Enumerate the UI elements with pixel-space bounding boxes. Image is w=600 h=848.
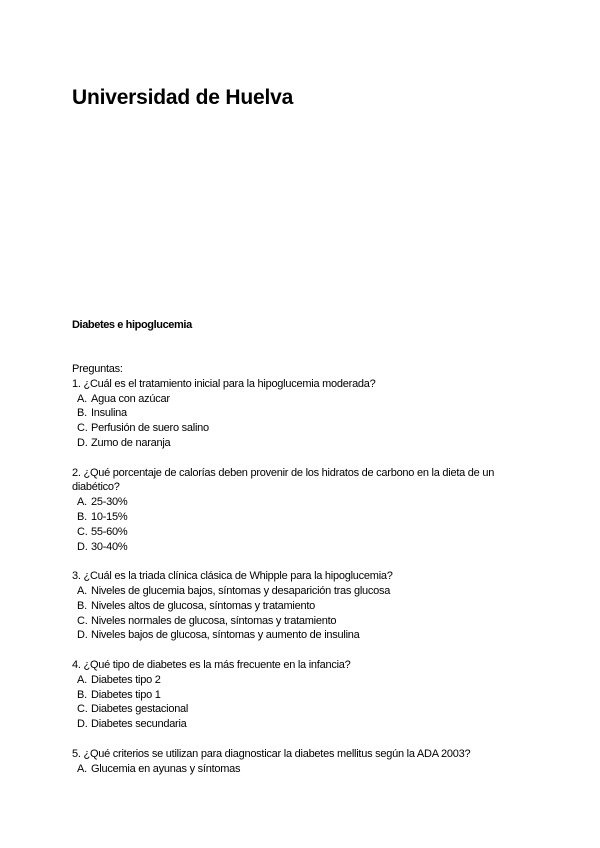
answer-option [72, 525, 532, 540]
section-title: Diabetes e hipoglucemia [72, 319, 192, 331]
question-text: 4. ¿Qué tipo de diabetes es la más frecuente en la infancia? [72, 658, 351, 671]
option-text: Perfusión de suero salino [91, 422, 209, 435]
question-list [72, 377, 532, 777]
answer-option [72, 540, 532, 555]
option-letter: C. [77, 525, 88, 538]
answer-options [72, 673, 532, 732]
option-text: Diabetes tipo 2 [91, 673, 161, 686]
answer-options [72, 584, 532, 643]
option-text: Niveles de glucemia bajos, síntomas y desaparición tras glucosa [91, 584, 391, 597]
option-text: Diabetes tipo 1 [91, 688, 161, 701]
answer-option [72, 584, 532, 599]
option-letter: D. [77, 629, 88, 642]
option-letter: A. [77, 584, 87, 597]
answer-option [72, 495, 532, 510]
answer-option [72, 717, 532, 732]
question-text: 2. ¿Qué porcentaje de calorías deben provenir de los hidratos de carbono en la dieta de un diabético? [72, 466, 495, 494]
option-letter: B. [77, 688, 87, 701]
answer-option [72, 628, 532, 643]
answer-options [72, 495, 532, 554]
question-text: 1. ¿Cuál es el tratamiento inicial para la hipoglucemia moderada? [72, 377, 376, 390]
preguntas-label: Preguntas: [72, 363, 123, 375]
option-letter: B. [77, 510, 87, 523]
question-4 [72, 658, 532, 732]
option-letter: C. [77, 703, 88, 716]
answer-option [72, 406, 532, 421]
answer-option [72, 762, 532, 777]
option-text: Diabetes secundaria [91, 718, 187, 731]
question-text: 3. ¿Cuál es la triada clínica clásica de Whipple para la hipoglucemia? [72, 570, 393, 583]
document-title: Universidad de Huelva [72, 86, 294, 109]
question-text: 5. ¿Qué criterios se utilizan para diagnosticar la diabetes mellitus según la ADA 2003? [72, 747, 471, 760]
option-text: 30-40% [91, 540, 128, 553]
option-text: 55-60% [91, 525, 128, 538]
question-2 [72, 466, 532, 555]
option-letter: C. [77, 614, 88, 627]
answer-options [72, 762, 532, 777]
option-text: Insulina [91, 407, 127, 420]
option-letter: A. [77, 496, 87, 509]
option-text: 10-15% [91, 510, 128, 523]
answer-option [72, 614, 532, 629]
answer-option [72, 599, 532, 614]
option-letter: A. [77, 762, 87, 775]
option-letter: A. [77, 392, 87, 405]
question-1 [72, 377, 532, 451]
option-text: Zumo de naranja [91, 436, 171, 449]
answer-option [72, 673, 532, 688]
option-text: Niveles normales de glucosa, síntomas y tratamiento [91, 614, 337, 627]
option-letter: C. [77, 422, 88, 435]
option-letter: D. [77, 436, 88, 449]
questions-body [72, 362, 532, 791]
option-text: 25-30% [91, 496, 128, 509]
option-letter: D. [77, 718, 88, 731]
option-text: Diabetes gestacional [91, 703, 189, 716]
answer-option [72, 510, 532, 525]
answer-option [72, 702, 532, 717]
answer-option [72, 392, 532, 407]
option-letter: D. [77, 540, 88, 553]
question-5 [72, 747, 532, 777]
option-text: Agua con azúcar [91, 392, 170, 405]
option-text: Glucemia en ayunas y síntomas [91, 762, 241, 775]
answer-option [72, 421, 532, 436]
answer-option [72, 436, 532, 451]
question-3 [72, 569, 532, 643]
answer-options [72, 392, 532, 451]
option-text: Niveles altos de glucosa, síntomas y tratamiento [91, 599, 316, 612]
option-letter: A. [77, 673, 87, 686]
option-letter: B. [77, 599, 87, 612]
option-letter: B. [77, 407, 87, 420]
answer-option [72, 688, 532, 703]
option-text: Niveles bajos de glucosa, síntomas y aumento de insulina [91, 629, 360, 642]
